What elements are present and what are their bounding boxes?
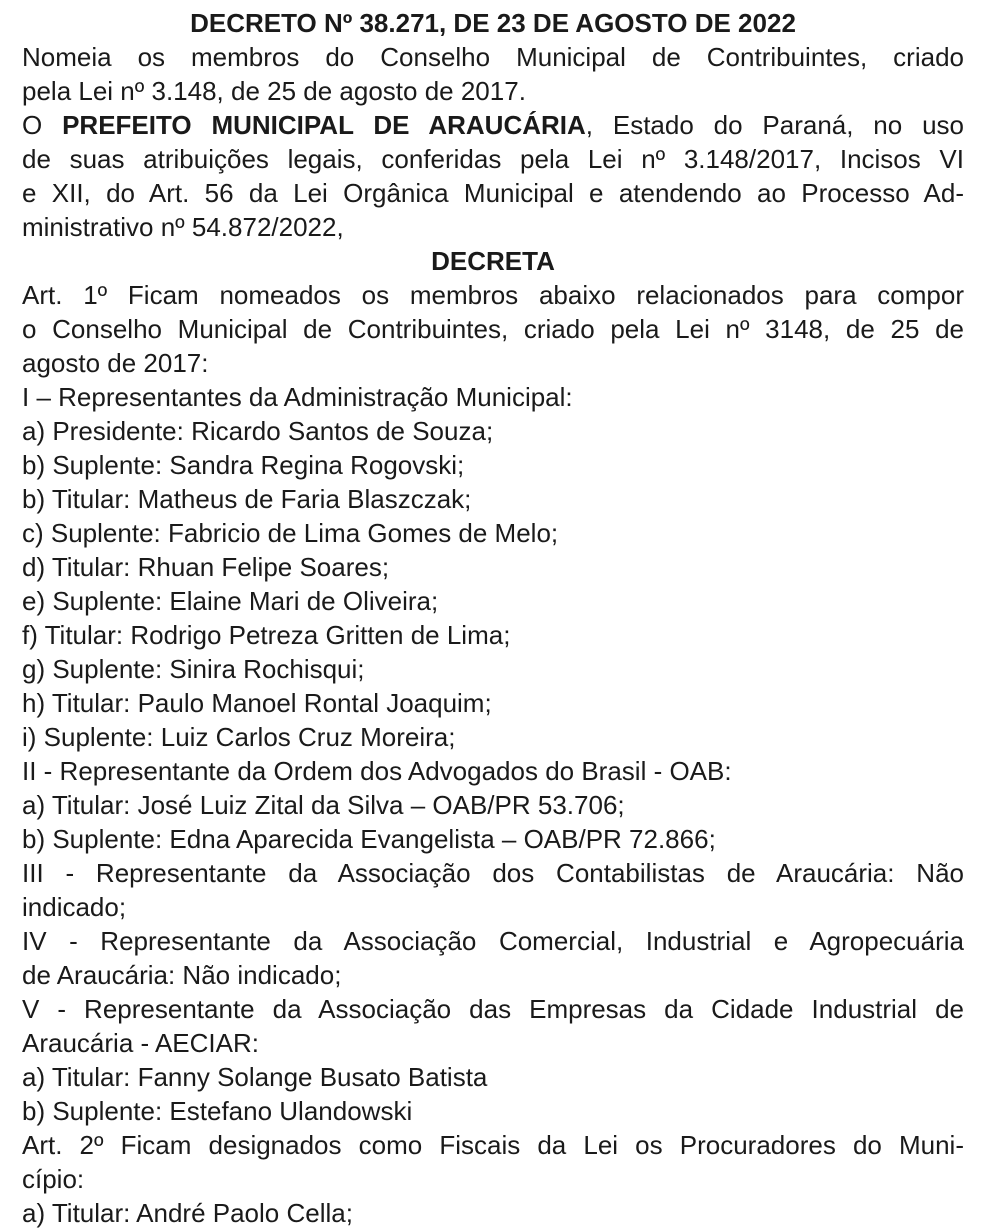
preamble-line-3: e XII, do Art. 56 da Lei Orgânica Municipal e atendendo ao Processo Ad- [22,178,964,208]
decreta-heading: DECRETA [431,246,555,276]
section-iv-line-2: de Araucária: Não indicado; [22,960,342,990]
decree-title: DECRETO Nº 38.271, DE 23 DE AGOSTO DE 2022 [190,8,796,38]
section-iii-line-2: indicado; [22,892,127,922]
art1-line-2: o Conselho Municipal de Contribuintes, criado pela Lei nº 3148, de 25 de [22,314,964,344]
preamble-line-1 [22,108,964,142]
section-v-item-a: a) Titular: Fanny Solange Busato Batista [22,1062,488,1092]
art1-line-1: Art. 1º Ficam nomeados os membros abaixo relacionados para compor [22,280,964,310]
list-item: a) Titular: José Luiz Zital da Silva – OAB/PR 53.706; [22,790,625,820]
list-item: i) Suplente: Luiz Carlos Cruz Moreira; [22,722,456,752]
section-iv-line-1: IV - Representante da Associação Comercial, Industrial e Agropecuária [22,926,964,956]
section-iii-line-1: III - Representante da Associação dos Contabilistas de Araucária: Não [22,858,964,888]
preamble-suffix: , Estado do Paraná, no uso [585,110,964,140]
section-v-item-b: b) Suplente: Estefano Ulandowski [22,1096,413,1126]
section-v-line-1: V - Representante da Associação das Empresas da Cidade Industrial de [22,994,964,1024]
list-item: g) Suplente: Sinira Rochisqui; [22,654,365,684]
art2-line-2: cípio: [22,1164,85,1194]
preamble-prefix: O [22,110,63,140]
list-item: I – Representantes da Administração Municipal: [22,382,573,412]
list-item: h) Titular: Paulo Manoel Rontal Joaquim; [22,688,492,718]
summary-line-2: pela Lei nº 3.148, de 25 de agosto de 2017. [22,76,526,106]
preamble-line-4: ministrativo nº 54.872/2022, [22,212,344,242]
list-item: c) Suplente: Fabricio de Lima Gomes de Melo; [22,518,559,548]
list-item: b) Suplente: Sandra Regina Rogovski; [22,450,465,480]
preamble-line-2: de suas atribuições legais, conferidas pela Lei nº 3.148/2017, Incisos VI [22,144,964,174]
decree-document [22,6,964,1230]
list-item: e) Suplente: Elaine Mari de Oliveira; [22,586,439,616]
list-item: f) Titular: Rodrigo Petreza Gritten de Lima; [22,620,511,650]
list-item: II - Representante da Ordem dos Advogados do Brasil - OAB: [22,756,732,786]
summary-line-1: Nomeia os membros do Conselho Municipal de Contribuintes, criado [22,42,964,72]
art1-line-3: agosto de 2017: [22,348,209,378]
list-item: b) Titular: Matheus de Faria Blaszczak; [22,484,472,514]
list-item: b) Suplente: Edna Aparecida Evangelista – OAB/PR 72.866; [22,824,716,854]
list-item: d) Titular: Rhuan Felipe Soares; [22,552,390,582]
art2-item-a: a) Titular: André Paolo Cella; [22,1198,353,1228]
preamble-mayor: PREFEITO MUNICIPAL DE ARAUCÁRIA [62,110,586,140]
list-item: a) Presidente: Ricardo Santos de Souza; [22,416,494,446]
section-v-line-2: Araucária - AECIAR: [22,1028,259,1058]
art2-line-1: Art. 2º Ficam designados como Fiscais da Lei os Procuradores do Muni- [22,1130,964,1160]
